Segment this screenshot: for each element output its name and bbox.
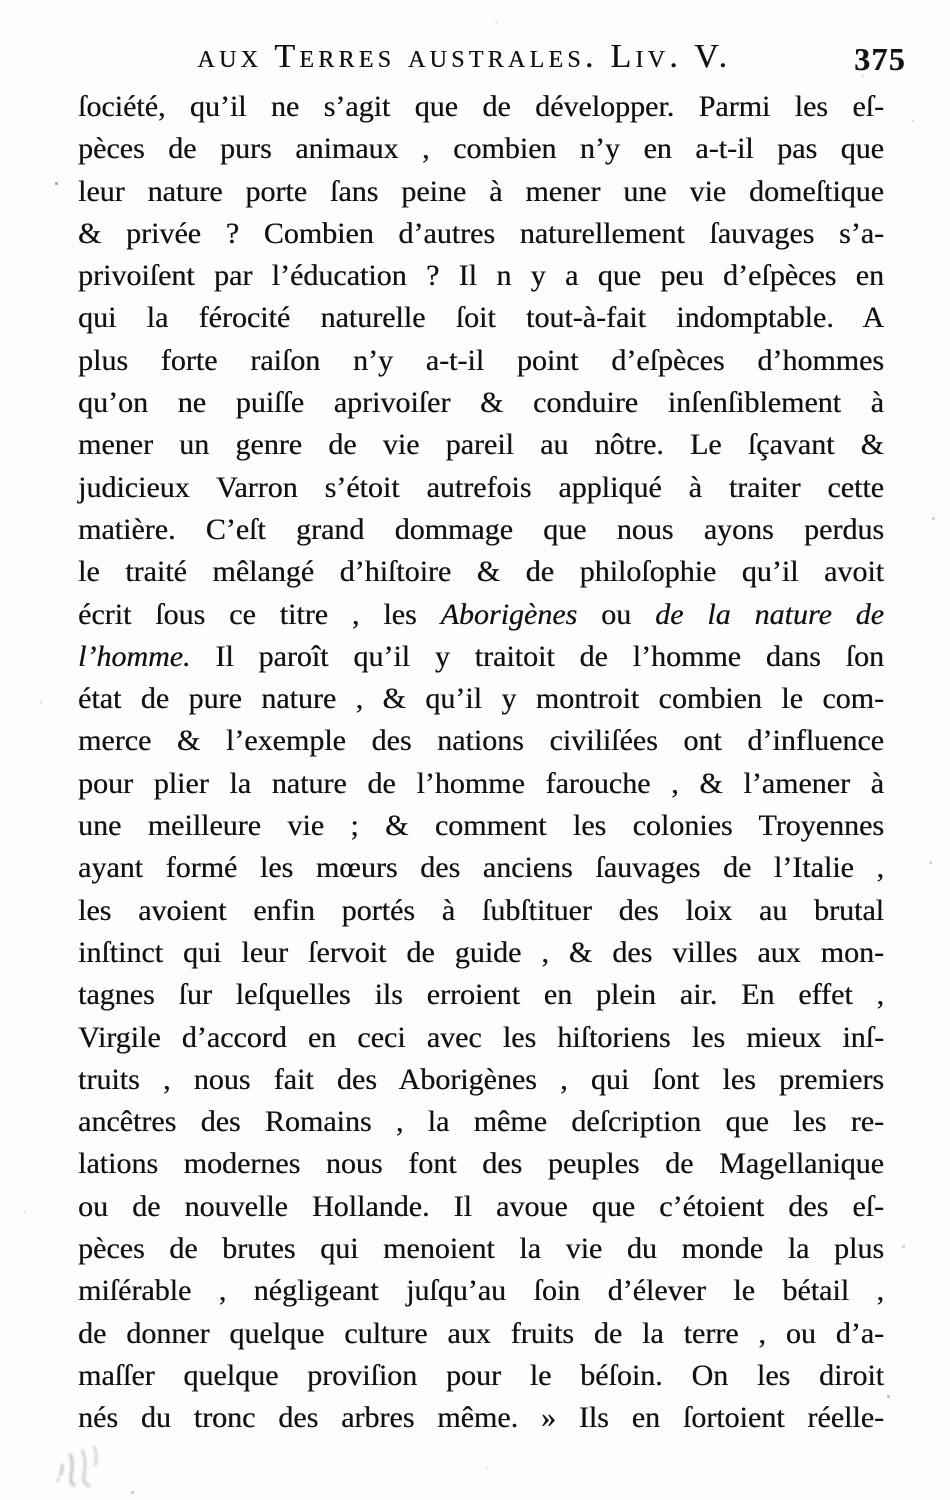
text-segment: mener un genre de vie pareil au nôtre. Le ſçavant & [78, 428, 884, 462]
text-segment: ſociété, qu’il ne s’agit que de développer. Parmi les eſ- [78, 90, 884, 123]
text-line [78, 382, 884, 424]
text-segment: les avoient enfin portés à ſubſtituer des loix au brutal [78, 893, 884, 927]
text-line [78, 128, 884, 170]
text-line [78, 1101, 884, 1143]
text-segment: nés du tronc des arbres même. » Ils en ſortoient réelle- [78, 1401, 884, 1435]
text-line [78, 1270, 884, 1312]
text-line [78, 340, 884, 382]
text-segment: inſtinct qui leur ſervoit de guide , & des villes aux mon- [78, 935, 884, 969]
text-segment: miſérable , négligeant juſqu’au ſoin d’élever le bétail , [78, 1274, 884, 1308]
italic-text-segment: Aborigènes [440, 597, 578, 631]
text-segment: de donner quelque culture aux fruits de la terre , ou d’a- [78, 1316, 884, 1350]
text-line [78, 1397, 884, 1439]
text-line [78, 255, 884, 297]
text-segment: tagnes ſur leſquelles ils erroient en plein air. En effet , [78, 978, 884, 1012]
text-line [78, 509, 884, 551]
text-line [78, 932, 884, 974]
text-segment: le traité mêlangé d’hiſtoire & de philoſophie qu’il avoit [78, 555, 884, 589]
text-line [78, 213, 884, 255]
text-segment: plus forte raiſon n’y a-t-il point d’eſpèces d’hommes [78, 343, 884, 377]
text-segment: Il paroît qu’il y traitoit de l’homme dans ſon [190, 639, 884, 673]
text-segment: lations modernes nous font des peuples de Magellanique [78, 1147, 884, 1181]
text-line [78, 1143, 884, 1185]
text-segment: privoiſent par l’éducation ? Il n y a que peu d’eſpèces en [78, 259, 884, 293]
text-segment: leur nature porte ſans peine à mener une vie domeſtique [78, 174, 884, 208]
text-line [78, 636, 884, 678]
text-line [78, 424, 884, 466]
text-line [78, 1313, 884, 1355]
running-title: aux Terres australes. Liv. V. [197, 38, 732, 75]
text-segment: qui la férocité naturelle ſoit tout-à-fait indomptable. A [78, 301, 884, 335]
text-segment: écrit ſous ce titre , les [78, 597, 441, 631]
text-segment: pèces de purs animaux , combien n’y en a-t-il pas que [78, 132, 884, 166]
text-segment: qu’on ne puiſſe aprivoiſer & conduire inſenſiblement à [78, 386, 884, 420]
scan-noise-speckles [0, 0, 1, 1]
text-segment: ou [577, 597, 656, 631]
text-segment: & privée ? Combien d’autres naturellement ſauvages s’a- [78, 216, 884, 250]
text-line [78, 678, 884, 720]
text-segment: Virgile d’accord en ceci avec les hiſtoriens les mieux inſ- [78, 1020, 884, 1054]
text-segment: une meilleure vie ; & comment les colonies Troyennes [78, 809, 884, 843]
text-line [78, 720, 884, 762]
italic-text-segment: l’homme. [78, 639, 191, 673]
text-segment: ancêtres des Romains , la même deſcription que les re- [78, 1105, 884, 1139]
text-segment: truits , nous fait des Aborigènes , qui ſont les premiers [78, 1062, 884, 1096]
italic-text-segment: de la nature de [655, 597, 884, 631]
running-header [0, 38, 950, 84]
text-line [78, 171, 884, 213]
text-segment: pèces de brutes qui menoient la vie du monde la plus [78, 1232, 884, 1266]
text-line [78, 1228, 884, 1270]
text-segment: pour plier la nature de l’homme farouche , & l’amener à [78, 766, 884, 800]
text-line [78, 86, 884, 128]
text-segment: ou de nouvelle Hollande. Il avoue que c’étoient des eſ- [78, 1189, 884, 1223]
text-line [78, 847, 884, 889]
text-segment: maſſer quelque proviſion pour le béſoin. On les diroit [78, 1358, 884, 1392]
text-line [78, 1186, 884, 1228]
text-line [78, 974, 884, 1016]
text-line [78, 805, 884, 847]
smudge-strokes [56, 1436, 126, 1488]
page-body [78, 86, 884, 1440]
text-line [78, 467, 884, 509]
text-segment: ayant formé les mœurs des anciens ſauvages de l’Italie , [78, 851, 884, 885]
text-segment: merce & l’exemple des nations civiliſées ont d’influence [78, 724, 884, 758]
text-line [78, 890, 884, 932]
text-line [78, 763, 884, 805]
text-segment: matière. C’eſt grand dommage que nous ayons perdus [78, 512, 884, 546]
text-segment: état de pure nature , & qu’il y montroit combien le com- [78, 682, 884, 716]
text-line [78, 297, 884, 339]
text-line [78, 1355, 884, 1397]
text-segment: judicieux Varron s’étoit autrefois appliqué à traiter cette [78, 470, 884, 504]
text-line [78, 1059, 884, 1101]
text-line [78, 594, 884, 636]
text-line [78, 551, 884, 593]
page-number: 375 [854, 41, 906, 77]
text-line [78, 1017, 884, 1059]
ink-smudge [56, 1436, 126, 1488]
